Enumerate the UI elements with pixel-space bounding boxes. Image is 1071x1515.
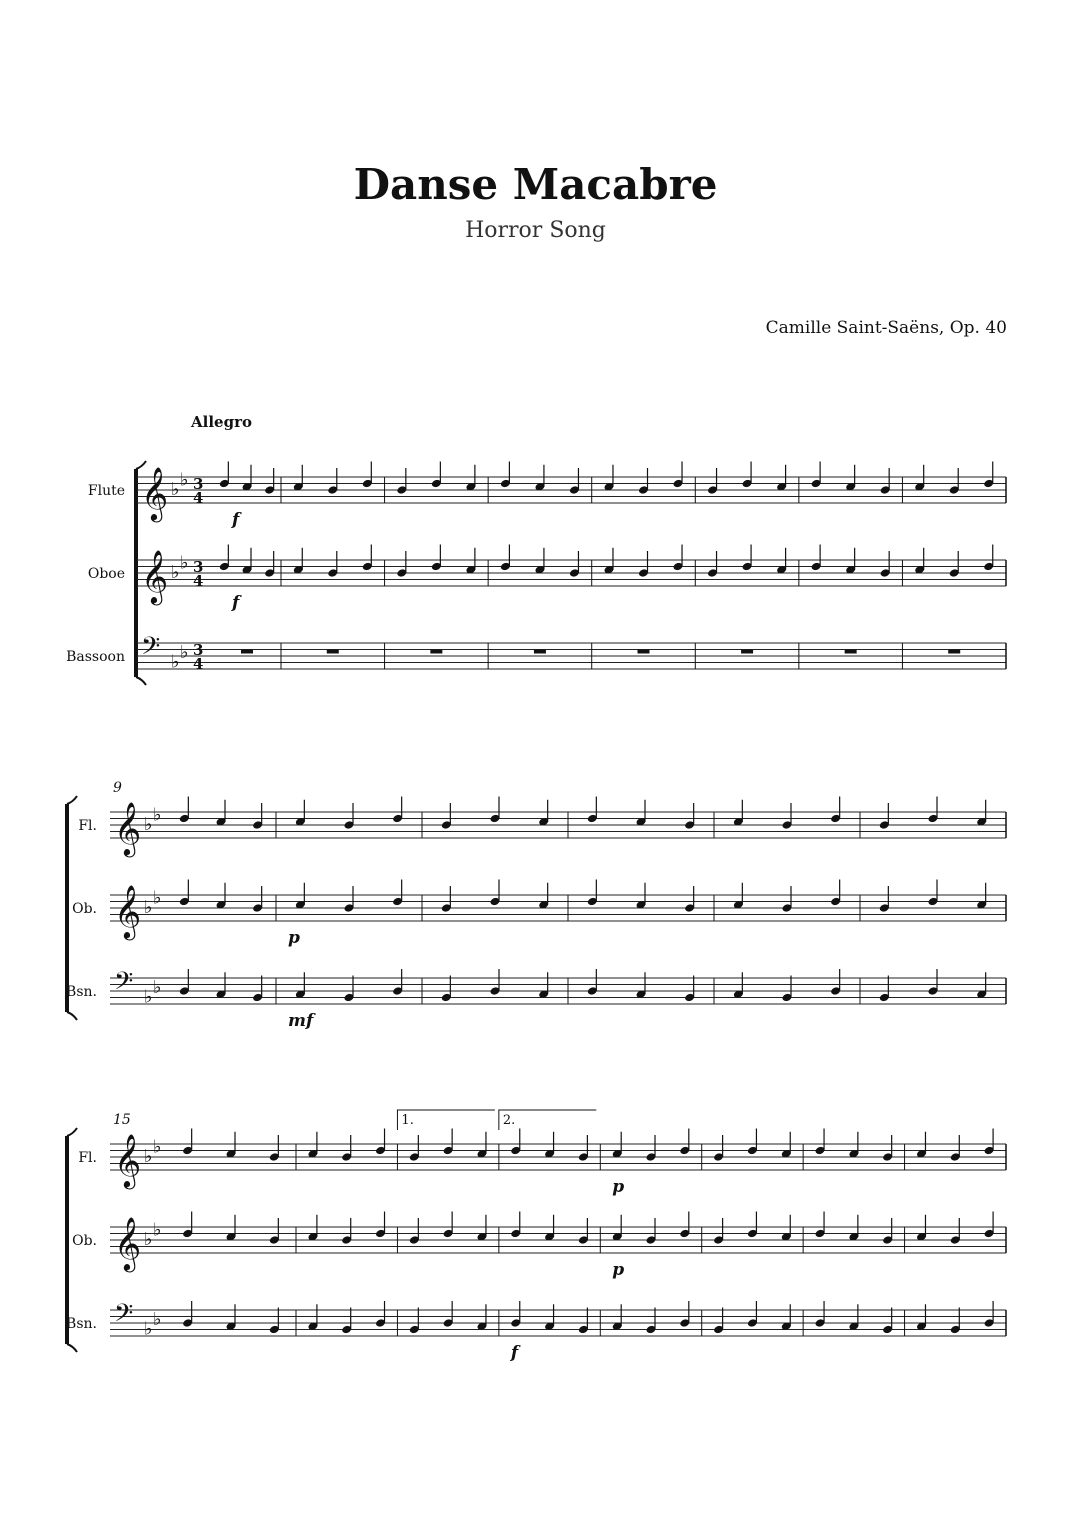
flat-icon: ♭ (144, 897, 153, 918)
flat-icon: ♭ (153, 804, 162, 826)
flat-icon: ♭ (180, 552, 189, 574)
time-signature-lower: 4 (193, 655, 204, 673)
flat-icon: ♭ (144, 1318, 153, 1340)
flat-icon: ♭ (144, 814, 153, 835)
bass-clef-icon: 𝄢 (114, 967, 134, 1002)
flat-icon: ♭ (153, 1308, 162, 1330)
rest-icon (845, 650, 857, 654)
rest-icon (327, 650, 339, 654)
rest-icon (534, 650, 546, 654)
score-title: Danse Macabre (353, 160, 718, 209)
instrument-label: Ob. (72, 1233, 97, 1249)
bass-clef-icon: 𝄢 (141, 632, 161, 667)
instrument-label: Bsn. (66, 1316, 97, 1332)
dynamic-marking: f (232, 510, 240, 530)
instrument-label: Flute (87, 483, 125, 499)
instrument-label: Bassoon (66, 649, 125, 665)
time-signature-upper: 3 (193, 641, 204, 659)
time-signature-upper: 3 (193, 475, 204, 493)
instrument-label: Ob. (72, 901, 97, 917)
instrument-label: Oboe (87, 566, 125, 582)
treble-clef-icon: 𝄞 (141, 466, 169, 520)
rest-icon (241, 650, 253, 654)
bracket-top-hook (67, 1128, 77, 1136)
bracket-bottom-hook (67, 1012, 77, 1020)
time-signature-lower: 4 (193, 489, 204, 507)
volta-label: 1. (401, 1113, 414, 1128)
treble-clef-icon: 𝄞 (141, 549, 169, 603)
rest-icon (638, 650, 650, 654)
flat-icon: ♭ (180, 641, 189, 663)
time-signature-upper: 3 (193, 558, 204, 576)
flat-icon: ♭ (153, 1136, 162, 1158)
instrument-label: Fl. (78, 1150, 97, 1166)
flat-icon: ♭ (144, 1146, 153, 1167)
dynamic-marking: p (288, 928, 300, 948)
flat-icon: ♭ (171, 562, 180, 583)
measure-number: 9 (113, 780, 122, 796)
flat-icon: ♭ (180, 469, 189, 491)
rest-icon (430, 650, 442, 654)
dynamic-marking: p (612, 1260, 625, 1280)
dynamic-marking: f (510, 1343, 519, 1363)
measure-number: 15 (113, 1112, 131, 1128)
composer-credit: Camille Saint-Saëns, Op. 40 (765, 318, 1007, 338)
rest-icon (741, 650, 753, 654)
bass-clef-icon: 𝄢 (114, 1299, 134, 1334)
flat-icon: ♭ (144, 1229, 153, 1250)
dynamic-marking: p (612, 1177, 625, 1197)
flat-icon: ♭ (171, 479, 180, 500)
treble-clef-icon: 𝄞 (114, 884, 142, 938)
bracket-top-hook (67, 796, 77, 804)
flat-icon: ♭ (144, 986, 153, 1008)
treble-clef-icon: 𝄞 (114, 1133, 142, 1187)
volta-label: 2. (502, 1113, 516, 1128)
flat-icon: ♭ (153, 976, 162, 998)
instrument-label: Fl. (78, 818, 97, 834)
time-signature-lower: 4 (193, 572, 204, 590)
score-subtitle: Horror Song (465, 218, 606, 243)
flat-icon: ♭ (153, 1219, 162, 1241)
flat-icon: ♭ (153, 887, 162, 909)
treble-clef-icon: 𝄞 (114, 801, 142, 855)
flat-icon: ♭ (171, 651, 180, 673)
dynamic-marking: f (232, 593, 240, 613)
instrument-label: Bsn. (66, 984, 97, 1000)
dynamic-marking: mf (288, 1011, 314, 1031)
bracket-bottom-hook (67, 1344, 77, 1352)
bracket-bottom-hook (136, 677, 146, 685)
treble-clef-icon: 𝄞 (114, 1216, 142, 1270)
tempo-marking: Allegro (191, 413, 252, 431)
rest-icon (948, 650, 960, 654)
